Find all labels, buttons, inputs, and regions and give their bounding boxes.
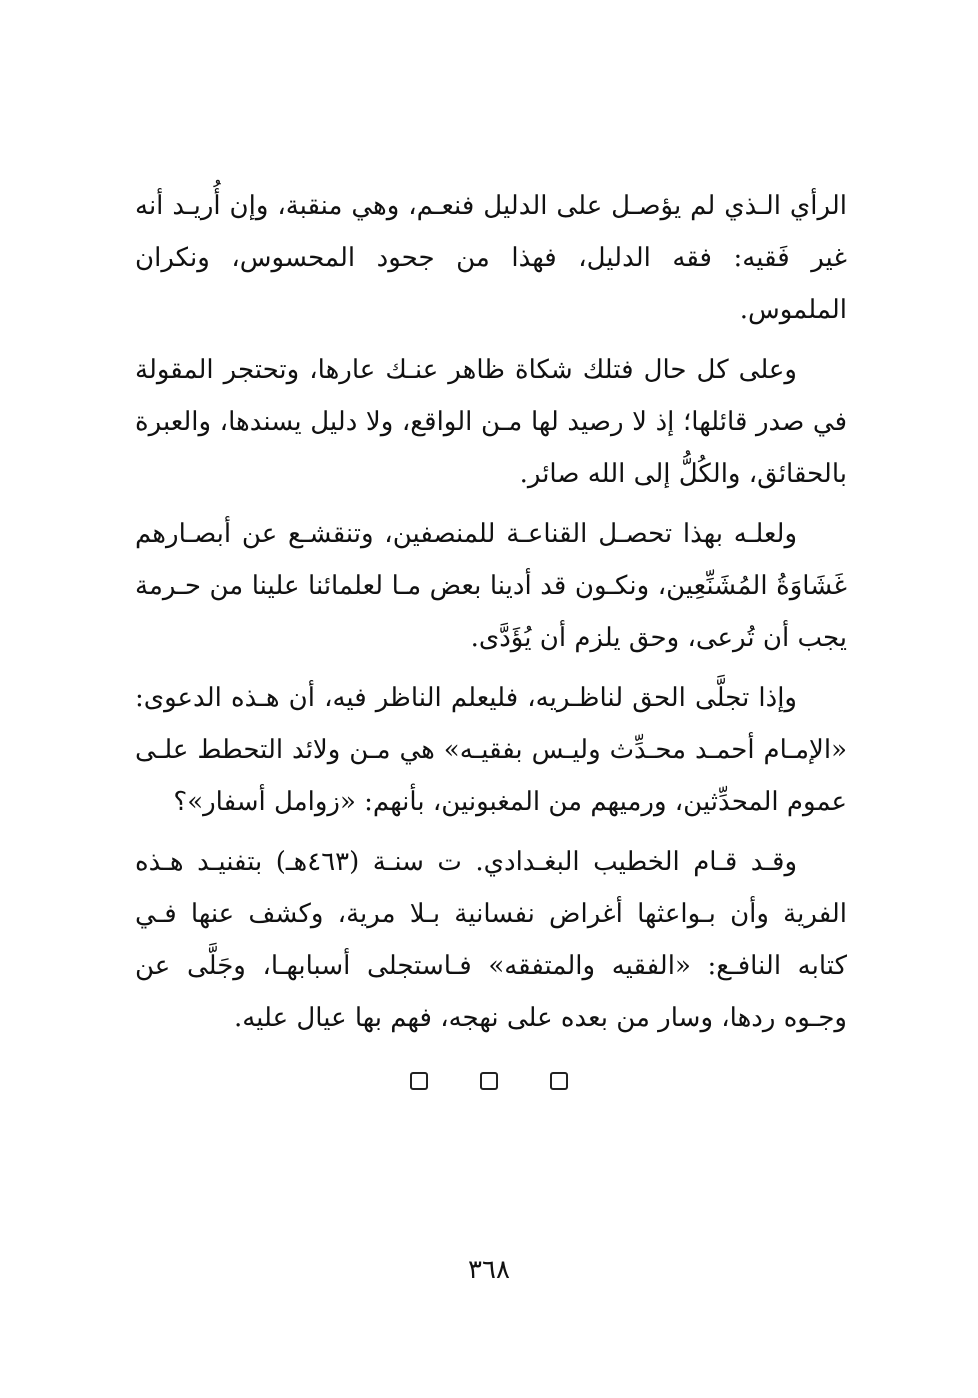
page-number: ٣٦٨ [468,1255,510,1285]
square-ornament-icon [410,1072,428,1090]
paragraph-1: الرأي الـذي لم يؤصـل على الدليل فنعـم، وهي منقبة، وإن أُريـد أنه غير فَقيه: فقه الدليل، فهذا من جحود المحسوس، ونكران الملموس. [135,191,847,325]
paragraph-3: ولعلـه بهذا تحصـل القناعـة للمنصفين، وتنقشـع عن أبصـارهم غَشَاوَةُ المُشَنِّعِين، ونكـون قد أدينا بعض مـا لعلمائنا علينا من حـرمة يجب أن تُرعى، وحق يلزم أن يُؤَدَّى. [135,519,847,653]
paragraph-4: وإذا تجلَّى الحق لناظـريه، فليعلم الناظر فيه، أن هـذه الدعوى: «الإمـام أحمـد محـدِّث وليـس بفقيـه» هي مـن ولائد التحطط علـى عموم المحدِّثين، ورميهم من المغبونين، بأنهم: «زوامل أسفار»؟ [135,683,848,817]
square-ornament-icon [550,1072,568,1090]
paragraph-2: وعلى كل حال فتلك شكاة ظاهر عنـك عارها، وتحتجر المقولة في صدر قائلها؛ إذ لا رصيد لها مـن الواقع، ولا دليل يسندها، والعبرة بالحقائق، والكُلُّ إلى الله صائر. [135,355,847,489]
paragraph-5: وقـد قـام الخطيب البغـدادي. ت سنـة (٤٦٣هـ) بتفنيـد هـذه الفرية وأن بـواعثها أغراض نفسانية بـلا مرية، وكشف عنها فـي كتابه النافـع: «الفقيه والمتفقه» فـاستجلى أسبابهـا، وجَلَّى عن وجـوه ردها، وسار من بعده على نهجه، فهم بها عيال عليه. [135,847,847,1033]
square-ornament-icon [480,1072,498,1090]
main-text [135,180,847,1052]
section-divider [0,1072,978,1090]
